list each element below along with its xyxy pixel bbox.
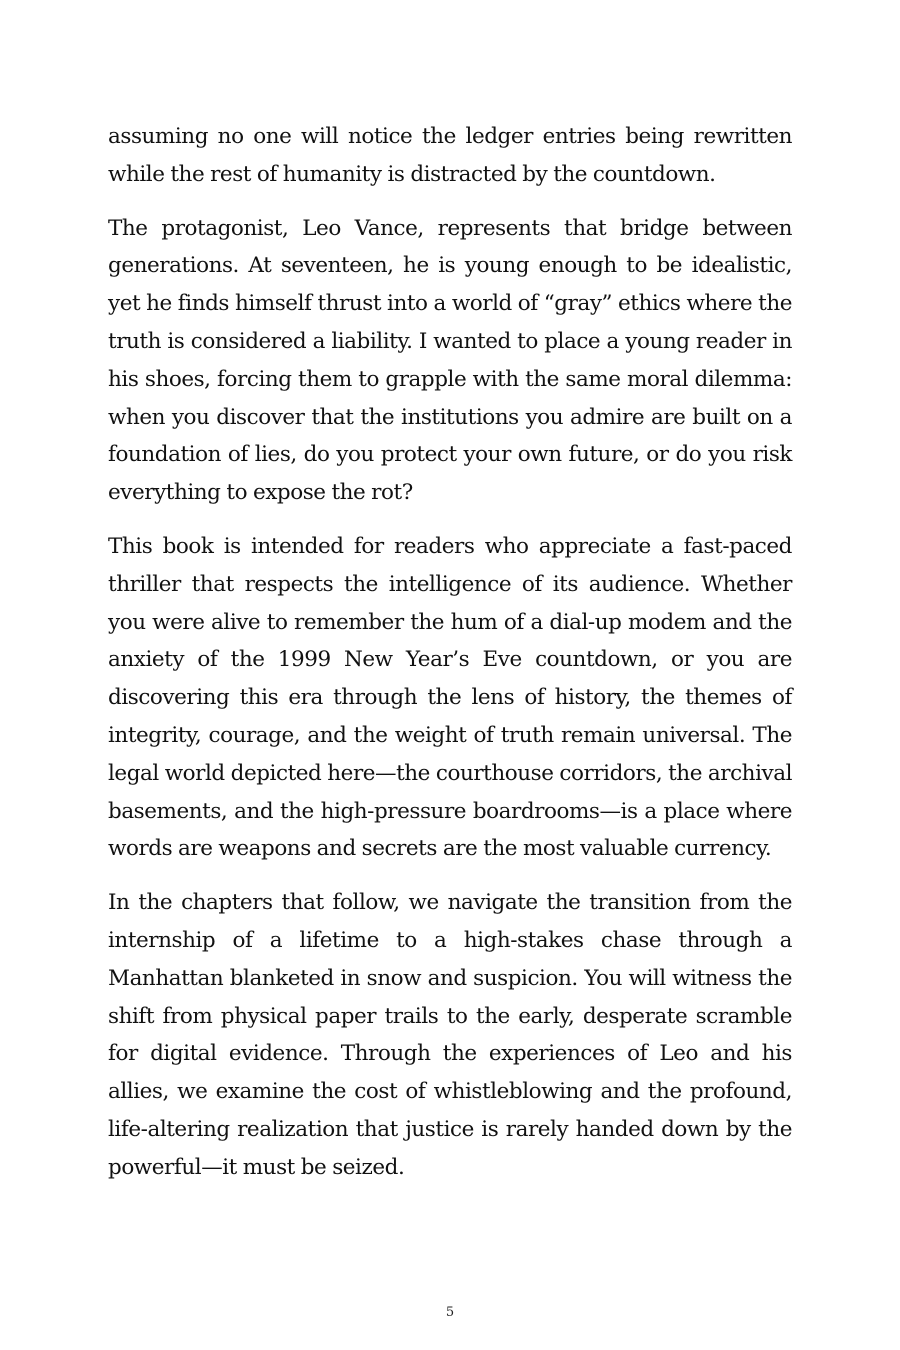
body-paragraph: The protagonist, Leo Vance, represents that bridge between generations. At seventeen, he is young enough to be idealistic, yet he finds himself thrust into a world of “gray” ethics where the truth is considered a liability. I wanted to place a young reader in his shoes, forcing them to grapple with the same moral dilemma: when you discover that the institutions you admire are built on a foundation of lies, do you protect your own future, or do you risk everything to expose the rot? [108, 215, 792, 506]
body-paragraph: This book is intended for readers who appreciate a fast-paced thriller that respects the intelligence of its audience. Whether you were alive to remember the hum of a dial-up modem and the anxiety of the 1999 New Year’s Eve countdown, or you are discovering this era through the lens of history, the themes of integrity, courage, and the weight of truth remain universal. The legal world depicted here—the courthouse corridors, the archival basements, and the high-pressure boardrooms—is a place where words are weapons and secrets are the most valuable currency. [108, 533, 792, 862]
page-body [108, 118, 792, 1203]
body-paragraph: assuming no one will notice the ledger entries being rewritten while the rest of humanity is distracted by the countdown. [108, 124, 792, 187]
body-paragraph: In the chapters that follow, we navigate the transition from the internship of a lifetime to a high-stakes chase through a Manhattan blanketed in snow and suspicion. You will witness the shift from physical paper trails to the early, desperate scramble for digital evidence. Through the experiences of Leo and his allies, we examine the cost of whistleblowing and the profound, life-altering realization that justice is rarely handed down by the powerful—it must be seized. [108, 890, 792, 1180]
page-number: 5 [445, 1305, 455, 1320]
